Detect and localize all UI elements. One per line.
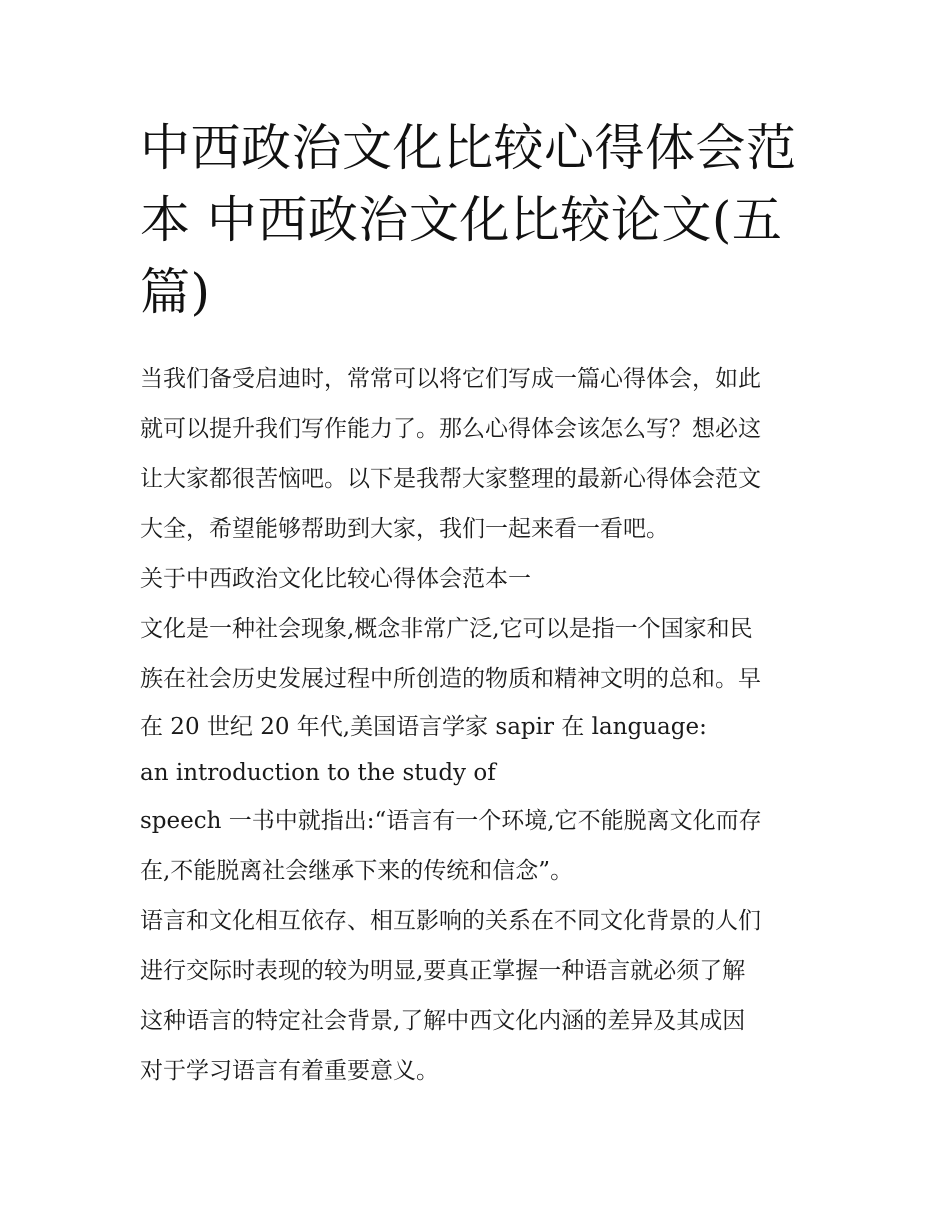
document-body: [140, 354, 830, 1096]
page-title: [140, 112, 820, 328]
body-paragraph: [140, 896, 830, 1096]
text-line: 对于学习语言有着重要意义。: [140, 1058, 439, 1084]
text-line: 让大家都很苦恼吧。以下是我帮大家整理的最新心得体会范文: [140, 466, 761, 492]
section-heading: [140, 554, 830, 604]
text-line: 关于中西政治文化比较心得体会范本一: [140, 566, 531, 592]
text-line: 这种语言的特定社会背景,了解中西文化内涵的差异及其成因: [140, 1008, 746, 1034]
title-line: 本 中西政治文化比较论文(五: [140, 191, 783, 249]
body-paragraph: [140, 604, 830, 896]
text-line: 文化是一种社会现象,概念非常广泛,它可以是指一个国家和民: [140, 616, 753, 642]
text-line: 在 20 世纪 20 年代,美国语言学家 sapir 在 language:: [140, 714, 707, 740]
title-line: 中西政治文化比较心得体会范: [140, 119, 797, 177]
text-line: an introduction to the study of: [140, 760, 496, 786]
text-line: 就可以提升我们写作能力了。那么心得体会该怎么写？想必这: [140, 416, 761, 442]
text-line: speech 一书中就指出:“语言有一个环境,它不能脱离文化而存: [140, 808, 762, 834]
text-line: 族在社会历史发展过程中所创造的物质和精神文明的总和。早: [140, 666, 761, 692]
text-line: 语言和文化相互依存、相互影响的关系在不同文化背景的人们: [140, 908, 761, 934]
title-line: 篇): [140, 263, 211, 321]
text-line: 当我们备受启迪时，常常可以将它们写成一篇心得体会，如此: [140, 366, 761, 392]
text-line: 进行交际时表现的较为明显,要真正掌握一种语言就必须了解: [140, 958, 746, 984]
text-line: 大全，希望能够帮助到大家，我们一起来看一看吧。: [140, 516, 669, 542]
intro-paragraph: [140, 354, 830, 554]
text-line: 在,不能脱离社会继承下来的传统和信念”。: [140, 858, 574, 884]
